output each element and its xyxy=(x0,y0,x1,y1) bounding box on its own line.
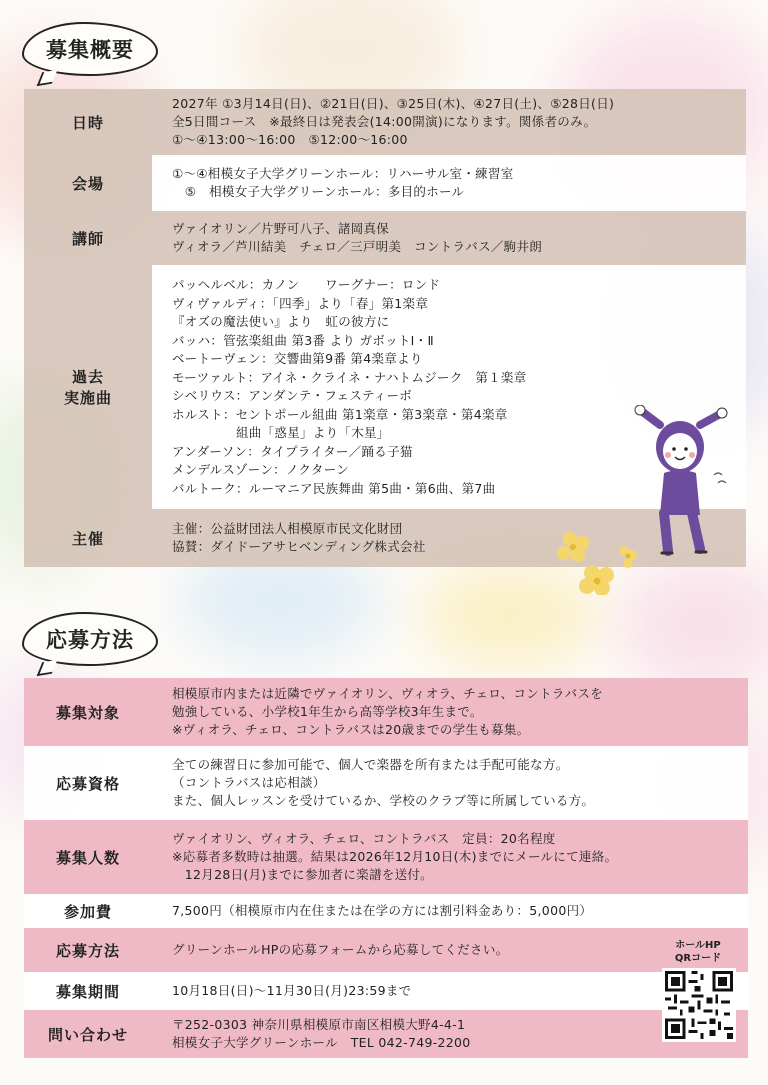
row-value-capacity: ヴァイオリン、ヴィオラ、チェロ、コントラバス 定員：20名程度 ※応募者多数時は抽選。結果は2026年12月10日(木)までにメールにて連絡。 12月28日(月)までに参加者に楽譜を送付。 xyxy=(152,820,748,894)
row-value-past-pieces: パッヘルベル：カノン ワーグナー：ロンド ヴィヴァルディ：「四季」より「春」第1楽章 『オズの魔法使い』より 虹の彼方に バッハ：管弦楽組曲 第3番 より ガボットⅠ・Ⅱ ベートーヴェン：交響曲第9番 第4楽章より モーツァルト：アイネ・クライネ・ナハトムジーク 第１楽章 シベリウス：アンダンテ・フェスティーボ ホルスト：セントポール組曲 第1楽章・第3楽章・第4楽章 組曲「惑星」より「木星」 アンダーソン：タイプライター／踊る子猫 メンデルスゾーン：ノクターン バルトーク：ルーマニア民族舞曲 第5曲・第6曲、第7曲 xyxy=(152,265,746,509)
heading-bubble: 応募方法 xyxy=(22,612,158,666)
row-label-qualification: 応募資格 xyxy=(24,746,152,820)
table-row xyxy=(24,211,746,265)
row-label-how-to-apply: 応募方法 xyxy=(24,928,152,972)
mascot-character-illustration xyxy=(630,405,740,565)
table-row xyxy=(24,972,748,1010)
row-label-venue: 会場 xyxy=(24,155,152,211)
table-row xyxy=(24,928,748,972)
table-row xyxy=(24,155,746,211)
application-table xyxy=(24,678,748,1058)
table-row xyxy=(24,89,746,155)
table-row xyxy=(24,678,748,746)
table-row xyxy=(24,894,748,928)
row-value-fee: 7,500円（相模原市内在住または在学の方には割引料金あり：5,000円） xyxy=(152,894,748,928)
row-value-organizer: 主催：公益財団法人相模原市民文化財団 協賛：ダイドーアサヒベンディング株式会社 xyxy=(152,509,746,567)
flower-decoration xyxy=(552,525,642,595)
row-label-fee: 参加費 xyxy=(24,894,152,928)
row-value-datetime: 2027年 ①3月14日(日)、②21日(日)、③25日(木)、④27日(土)、⑤28日(日) 全5日間コース ※最終日は発表会(14:00開演)になります。関係者のみ。 ①～④13:00～16:00 ⑤12:00～16:00 xyxy=(152,89,746,155)
section-heading-overview xyxy=(22,22,158,76)
heading-bubble: 募集概要 xyxy=(22,22,158,76)
row-value-how-to-apply: グリーンホールHPの応募フォームから応募してください。 xyxy=(152,928,748,972)
section-heading-application xyxy=(22,612,158,666)
row-label-past-pieces: 過去 実施曲 xyxy=(24,265,152,509)
row-label-contact: 問い合わせ xyxy=(24,1010,152,1058)
row-value-venue: ①～④相模女子大学グリーンホール：リハーサル室・練習室 ⑤ 相模女子大学グリーンホール：多目的ホール xyxy=(152,155,746,211)
table-row xyxy=(24,1010,748,1058)
qr-code-label: ホールHP QRコード xyxy=(674,940,722,964)
row-label-organizer: 主催 xyxy=(24,509,152,567)
table-row xyxy=(24,746,748,820)
row-value-period: 10月18日(日)～11月30日(月)23:59まで xyxy=(152,972,748,1010)
row-value-eligibility: 相模原市内または近隣でヴァイオリン、ヴィオラ、チェロ、コントラバスを 勉強している、小学校1年生から高等学校3年生まで。 ※ヴィオラ、チェロ、コントラバスは20歳までの学生も募集。 xyxy=(152,678,748,746)
row-value-qualification: 全ての練習日に参加可能で、個人で楽器を所有または手配可能な方。 （コントラバスは応相談） また、個人レッスンを受けているか、学校のクラブ等に所属している方。 xyxy=(152,746,748,820)
row-label-instructors: 講師 xyxy=(24,211,152,265)
row-label-datetime: 日時 xyxy=(24,89,152,155)
row-value-instructors: ヴァイオリン／片野可八子、諸岡真保 ヴィオラ／芦川結美 チェロ／三戸明美 コントラバス／駒井朗 xyxy=(152,211,746,265)
qr-code-image[interactable] xyxy=(662,968,736,1042)
table-row xyxy=(24,820,748,894)
row-label-capacity: 募集人数 xyxy=(24,820,152,894)
row-label-eligibility: 募集対象 xyxy=(24,678,152,746)
row-value-contact: 〒252-0303 神奈川県相模原市南区相模大野4-4-1 相模女子大学グリーンホール TEL 042-749-2200 xyxy=(152,1010,748,1058)
row-label-period: 募集期間 xyxy=(24,972,152,1010)
